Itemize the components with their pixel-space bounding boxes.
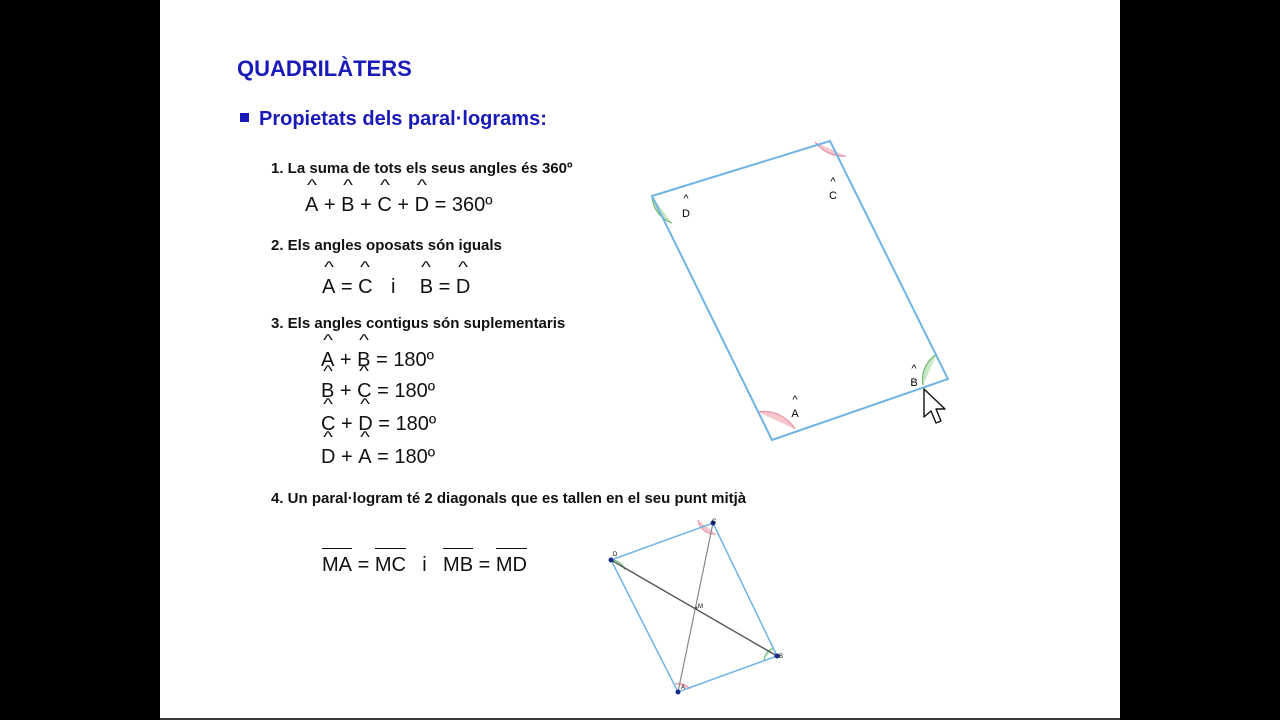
point-d [609, 558, 614, 563]
plus: + [360, 194, 372, 216]
equals: = [376, 349, 388, 371]
plus: + [339, 349, 352, 371]
hat-mark: ^ [792, 394, 798, 406]
equals: = [478, 554, 491, 576]
segment-mc: MC [374, 554, 406, 576]
angle-b: ^ B [341, 194, 354, 217]
plus: + [339, 380, 352, 402]
sum-result: 360º [451, 194, 493, 216]
segment-md: MD [495, 554, 527, 576]
angle-d: ^ D [415, 194, 429, 217]
angle-left: ^ D [321, 446, 335, 469]
slide [160, 0, 1120, 718]
page-title: QUADRILÀTERS [237, 56, 412, 81]
property-3: 3. Els angles contigus són suplementaris [271, 315, 566, 332]
segment-mb: MB [443, 554, 474, 576]
equals: = [378, 413, 390, 435]
plus: + [397, 194, 410, 216]
angle-right: ^ A [358, 446, 371, 469]
angle-c: ^ C [358, 276, 372, 299]
vertex-label-b: B [910, 377, 918, 389]
equals: = [434, 194, 447, 216]
property-2: 2. Els angles oposats són iguals [271, 237, 502, 254]
equals: = [438, 276, 451, 298]
label-m: M [698, 604, 703, 610]
diagonals-figure [160, 0, 1120, 718]
hat-mark: ^ [911, 363, 917, 375]
equals: = [357, 554, 370, 576]
result: 180º [395, 413, 437, 435]
segment-ma: MA [322, 554, 352, 576]
hat-mark: ^ [683, 193, 689, 205]
angle-left: ^ C [321, 413, 335, 436]
result: 180º [394, 380, 436, 402]
result: 180º [394, 446, 436, 468]
section-heading-text: Propietats dels paral·lograms: [259, 108, 547, 130]
plus: + [341, 413, 353, 435]
label-b: B [779, 654, 784, 660]
plus: + [323, 194, 336, 216]
angle-d: ^ D [456, 276, 470, 299]
point-a [676, 690, 681, 695]
angle-right: ^ C [357, 380, 371, 403]
angle-left: ^ A [321, 349, 334, 372]
angle-a: ^ A [322, 276, 335, 299]
plus: + [341, 446, 353, 468]
result: 180º [393, 349, 434, 371]
angle-left: ^ B [321, 380, 334, 403]
label-c: C [712, 519, 717, 525]
vertex-label-d: D [682, 208, 690, 220]
vertex-label-a: A [791, 408, 799, 420]
conjunction: i [390, 276, 396, 298]
angle-b: ^ B [420, 276, 433, 299]
angle-right: ^ B [357, 349, 370, 372]
hat-mark: ^ [830, 176, 836, 188]
angle-c: ^ C [377, 194, 391, 217]
label-a: A [681, 685, 686, 691]
conjunction: i [422, 554, 427, 576]
vertex-label-c: C [829, 190, 837, 202]
property-1: 1. La suma de tots els seus angles és 360º [271, 160, 573, 177]
equals: = [377, 446, 389, 468]
label-d: D [613, 552, 618, 558]
property-4: 4. Un paral·logram té 2 diagonals que es tallen en el seu punt mitjà [271, 490, 747, 507]
angle-right: ^ D [358, 413, 372, 436]
equals: = [377, 380, 389, 402]
equals: = [340, 276, 353, 298]
angle-a: ^ A [305, 194, 318, 217]
